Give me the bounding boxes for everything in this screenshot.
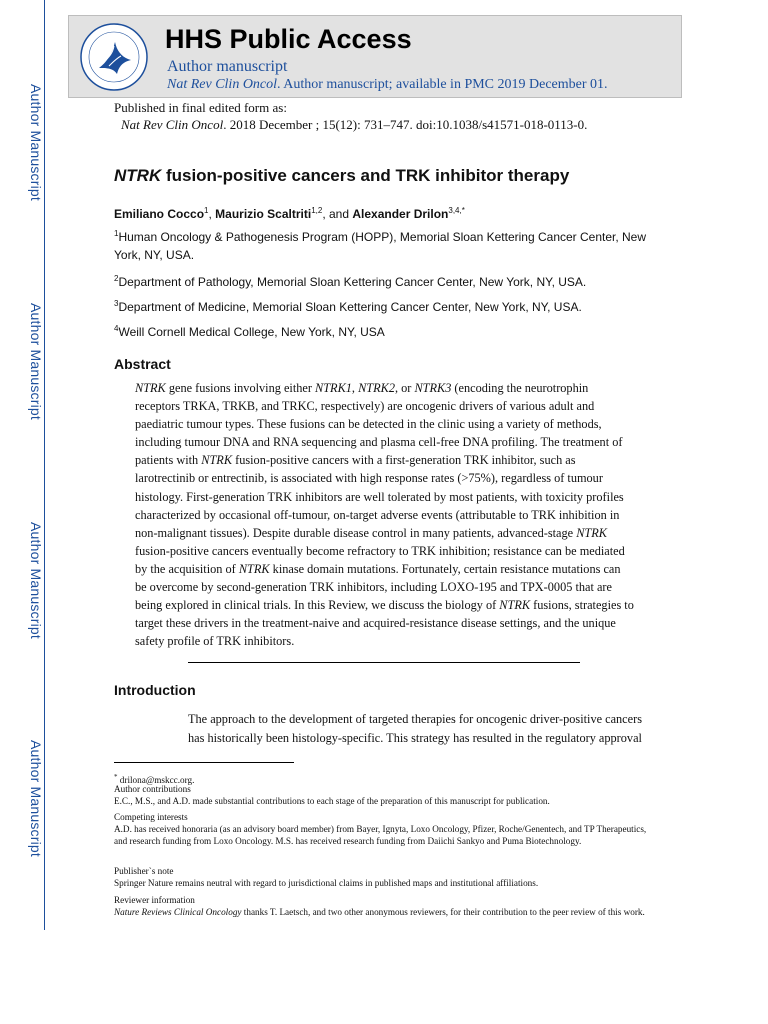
corresponding-email: drilona@mskcc.org. (119, 775, 195, 786)
citation-journal: Nat Rev Clin Oncol (121, 117, 224, 132)
affiliation-marker: 3 (114, 299, 119, 308)
author-affiliation-marker: 3,4,* (448, 206, 465, 215)
footnote-publisher-text: Springer Nature remains neutral with regard to jurisdictional claims in published maps and institutional affiliations. (114, 878, 539, 888)
affiliation-marker: 2 (114, 274, 119, 283)
author-name: Alexander Drilon (352, 207, 449, 221)
abstract-gene-term: NTRK (201, 453, 233, 468)
abstract-text-segment: , (351, 381, 359, 395)
abstract-text-segment: gene fusions involving either (165, 381, 316, 395)
availability-text: . Author manuscript; available in PMC 2019 December 01. (277, 77, 608, 92)
affiliation-text: Weill Cornell Medical College, New York, NY, USA (118, 325, 385, 339)
reviewer-journal: Nature Reviews Clinical Oncology (114, 907, 242, 917)
footnote-contrib-text: E.C., M.S., and A.D. made substantial contributions to each stage of the preparation of this manuscript for publication. (114, 796, 550, 806)
title-text: fusion-positive cancers and TRK inhibitor therapy (161, 166, 570, 185)
abstract-body (135, 379, 635, 650)
author-affiliation-marker: 1 (204, 206, 209, 215)
footnote-reviewer-heading: Reviewer information (114, 895, 195, 905)
journal-abbrev: Nat Rev Clin Oncol (167, 77, 278, 92)
affiliation-text: Department of Medicine, Memorial Sloan Kettering Cancer Center, New York, NY, USA. (118, 300, 582, 314)
author-name: Emiliano Cocco (114, 207, 205, 221)
side-label-author-manuscript: Author Manuscript (28, 84, 44, 202)
margin-rule (44, 0, 45, 930)
citation-details: . 2018 December ; 15(12): 731–747. doi:10.1038/s41571-018-0113-0. (223, 117, 588, 132)
abstract-text-segment: , or (394, 381, 415, 395)
abstract-gene-term: NTRK (576, 525, 607, 540)
abstract-text-segment: fusion-positive cancers with a first-generation TRK inhibitor, such as larotrectinib or entrectinib, is associated with high response rates (>75%), regardless of tumour histology. First-generation TRK inhibitors are well tolerated by most patients, with toxicity profiles characterized by occasional off-tumour, on-target adverse events (attributable to TRK inhibition in non-malignant tissues). Despite durable disease control in many patients, advanced-stage (135, 453, 624, 540)
citation (121, 117, 587, 133)
affiliation (114, 270, 654, 291)
affiliation (114, 225, 654, 264)
author-list (114, 206, 465, 221)
abstract-text-segment: fusions, strategies to target these drivers in the treatment-naive and acquired-resistance disease settings, and the unique safety profile of TRK inhibitors. (135, 598, 634, 649)
footnote-competing-heading: Competing interests (114, 812, 188, 822)
abstract-divider (188, 662, 580, 663)
introduction-heading: Introduction (114, 682, 196, 698)
author-separator: , and (322, 207, 353, 221)
affiliation (114, 320, 654, 341)
abstract-gene-term: NTRK3 (414, 381, 452, 395)
title-gene: NTRK (114, 166, 162, 185)
hhs-title: HHS Public Access (165, 24, 412, 54)
abstract-heading: Abstract (114, 356, 171, 372)
hhs-eagle-logo (79, 22, 149, 92)
abstract-text-segment: kinase domain mutations. Fortunately, certain resistance mutations can be overcome by second-generation TRK inhibitors, including LOXO-195 and TPX-0005 that are being explored in clinical trials. In this Review, we discuss the biology of (135, 561, 621, 613)
footnote-contrib-heading: Author contributions (114, 784, 191, 794)
hhs-header (68, 15, 682, 98)
footnote-reviewer-text (114, 906, 659, 918)
abstract-gene-term: NTRK (135, 381, 166, 395)
abstract-gene-term: NTRK (238, 561, 270, 576)
introduction-body: The approach to the development of targeted therapies for oncogenic driver-positive cancers has historically been histology-specific. This strategy has resulted in the regulatory approval (188, 712, 642, 745)
reviewer-thanks: thanks T. Laetsch, and two other anonymous reviewers, for their contribution to the peer review of this work. (241, 907, 645, 917)
author-affiliation-marker: 1,2 (311, 206, 323, 215)
journal-availability (167, 77, 608, 93)
affiliation-marker: 4 (114, 324, 119, 333)
author-manuscript-label: Author manuscript (167, 58, 288, 75)
side-label-author-manuscript: Author Manuscript (28, 740, 44, 858)
side-label-author-manuscript: Author Manuscript (28, 522, 44, 640)
affiliation-marker: 1 (114, 229, 119, 238)
footnote-divider (114, 762, 294, 763)
corresponding-marker: * (114, 773, 118, 781)
paper-title (114, 166, 569, 186)
abstract-gene-term: NTRK2 (358, 381, 395, 395)
abstract-text-segment: fusion-positive cancers eventually become refractory to TRK inhibition; resistance can be mediated by the acquisition of (135, 543, 625, 576)
published-label: Published in final edited form as: (114, 100, 287, 115)
footnote-publisher-heading: Publisher`s note (114, 866, 174, 876)
abstract-text-segment: (encoding the neurotrophin receptors TRKA, TRKB, and TRKC, respectively) are oncogenic drivers of various adult and paediatric tumour types. These fusions can be detected in the clinic using a variety of methods, including tumour DNA and RNA sequencing and plasma cell-free DNA profiling. The treatment of patients with (135, 381, 623, 468)
author-separator: , (208, 207, 216, 221)
abstract-gene-term: NTRK1 (315, 381, 352, 395)
author-name: Maurizio Scaltriti (215, 207, 312, 221)
side-label-author-manuscript: Author Manuscript (28, 303, 44, 421)
affiliation-text: Department of Pathology, Memorial Sloan Kettering Cancer Center, New York, NY, USA. (118, 275, 587, 289)
affiliation-text: Human Oncology & Pathogenesis Program (HOPP), Memorial Sloan Kettering Cancer Center, New York, NY, USA. (114, 230, 647, 262)
affiliation (114, 295, 654, 316)
abstract-gene-term: NTRK (499, 598, 531, 613)
footnote-competing-text: A.D. has received honoraria (as an advisory board member) from Bayer, Ignyta, Loxo Oncology, Pfizer, Roche/Genentech, and TP Therapeutics, and research funding from Loxo Oncology. M.S. has received research funding from Daiichi Sankyo and Puma Biotechnology. (114, 824, 647, 846)
